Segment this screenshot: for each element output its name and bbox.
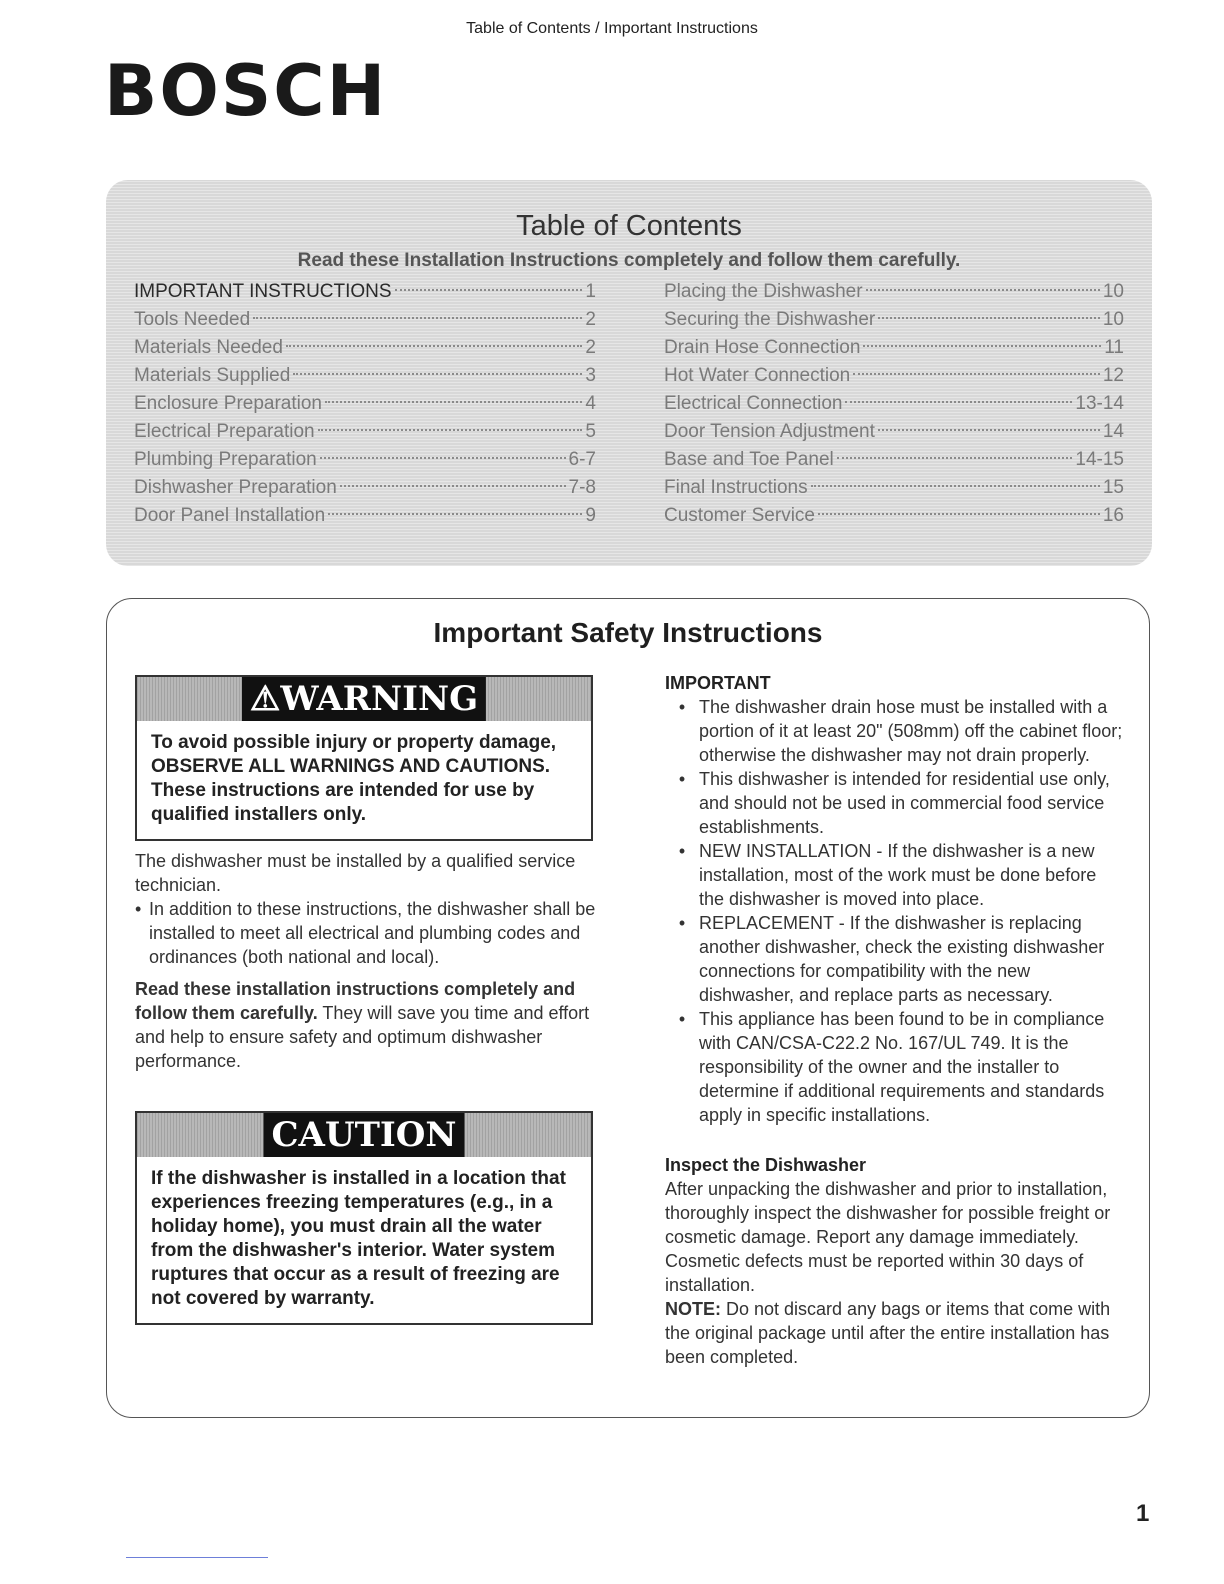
bullet-icon: • bbox=[678, 697, 686, 717]
bullet-icon: • bbox=[678, 769, 686, 789]
list-item bbox=[665, 911, 1125, 1007]
toc-entry bbox=[664, 278, 1124, 306]
toc-entry-label: Drain Hose Connection bbox=[664, 337, 861, 358]
toc-entry bbox=[664, 502, 1124, 530]
toc-entry-page: 2 bbox=[585, 309, 596, 330]
important-heading: IMPORTANT bbox=[665, 673, 771, 693]
toc-entry-label: Door Tension Adjustment bbox=[664, 421, 875, 442]
toc-leader bbox=[811, 485, 1100, 487]
list-item bbox=[665, 767, 1125, 839]
toc-entry-page: 3 bbox=[585, 365, 596, 386]
toc-leader bbox=[293, 373, 582, 375]
page-number: 1 bbox=[1136, 1500, 1150, 1527]
toc-entry-page: 9 bbox=[585, 505, 596, 526]
note-label: NOTE: bbox=[665, 1299, 721, 1319]
footer-divider bbox=[126, 1557, 268, 1558]
toc-leader bbox=[325, 401, 582, 403]
toc-leader bbox=[845, 401, 1072, 403]
toc-right-column bbox=[664, 278, 1124, 530]
toc-entry-label: Electrical Connection bbox=[664, 393, 843, 414]
warning-text: To avoid possible injury or property damage, OBSERVE ALL WARNINGS AND CAUTIONS. These instructions are intended for use by qualified installers only. bbox=[151, 732, 557, 825]
caution-text: If the dishwasher is installed in a location that experiences freezing temperatures (e.g., in a holiday home), you must drain all the water from the dishwasher's interior. Water system ruptures that occur as a result of freezing are not covered by warranty. bbox=[151, 1168, 566, 1309]
toc-entry-label: Customer Service bbox=[664, 505, 815, 526]
toc-entry-label: Electrical Preparation bbox=[134, 421, 315, 442]
read-instructions-text bbox=[135, 977, 597, 1073]
table-of-contents bbox=[106, 180, 1152, 566]
toc-entry bbox=[134, 278, 596, 306]
warning-label: ⚠WARNING bbox=[242, 677, 486, 721]
read-instructions-bold: Read these installation instructions completely and follow them carefully. bbox=[135, 979, 576, 1023]
bullet-icon: • bbox=[678, 913, 686, 933]
toc-entry bbox=[664, 446, 1124, 474]
bosch-logo: BOSCH bbox=[104, 50, 388, 132]
toc-entry-page: 12 bbox=[1102, 365, 1124, 386]
caution-box bbox=[135, 1111, 593, 1325]
toc-entry-label: Final Instructions bbox=[664, 477, 808, 498]
toc-entry-label: Enclosure Preparation bbox=[134, 393, 322, 414]
toc-leader bbox=[866, 289, 1100, 291]
toc-leader bbox=[837, 457, 1073, 459]
toc-entry bbox=[664, 362, 1124, 390]
toc-leader bbox=[878, 429, 1100, 431]
toc-entry-page: 15 bbox=[1102, 477, 1124, 498]
toc-entry bbox=[664, 306, 1124, 334]
toc-entry-label: Door Panel Installation bbox=[134, 505, 326, 526]
list-item bbox=[665, 695, 1125, 767]
toc-entry bbox=[134, 390, 596, 418]
toc-entry-page: 2 bbox=[585, 337, 596, 358]
toc-entry-page: 13-14 bbox=[1075, 393, 1124, 414]
toc-entry bbox=[134, 446, 596, 474]
toc-entry-page: 10 bbox=[1102, 309, 1124, 330]
bullet-icon: • bbox=[678, 1009, 686, 1029]
list-item-text: This dishwasher is intended for residential use only, and should not be used in commercial food service establishments. bbox=[699, 769, 1110, 837]
codes-text: In addition to these instructions, the dishwasher shall be installed to meet all electrical and plumbing codes and ordinances (both national and local). bbox=[149, 899, 596, 967]
toc-entry-label: Materials Supplied bbox=[134, 365, 291, 386]
bullet-icon: • bbox=[678, 841, 686, 861]
toc-leader bbox=[320, 457, 566, 459]
warning-header bbox=[137, 677, 591, 721]
list-item-text: REPLACEMENT - If the dishwasher is replacing another dishwasher, check the existing dishwasher connections for compatibility with the new dishwasher, and replace parts as necessary. bbox=[699, 913, 1105, 1005]
safety-title: Important Safety Instructions bbox=[433, 617, 823, 648]
toc-entry bbox=[134, 306, 596, 334]
toc-entry-page: 11 bbox=[1104, 337, 1124, 358]
caution-label: CAUTION bbox=[264, 1113, 465, 1157]
read-instructions-rest: They will save you time and effort and help to ensure safety and optimum dishwasher performance. bbox=[135, 1003, 590, 1071]
toc-left-column bbox=[134, 278, 596, 530]
toc-entry-label: Securing the Dishwasher bbox=[664, 309, 876, 330]
toc-leader bbox=[818, 513, 1100, 515]
toc-entry-label: Plumbing Preparation bbox=[134, 449, 317, 470]
toc-entry-page: 14-15 bbox=[1075, 449, 1124, 470]
caution-header bbox=[137, 1113, 591, 1157]
toc-entry-page: 1 bbox=[585, 281, 596, 302]
warning-box bbox=[135, 675, 593, 841]
list-item bbox=[135, 897, 597, 969]
toc-entry bbox=[664, 390, 1124, 418]
toc-subtitle: Read these Installation Instructions completely and follow them carefully. bbox=[297, 250, 961, 271]
toc-entry bbox=[134, 418, 596, 446]
toc-leader bbox=[853, 373, 1100, 375]
toc-leader bbox=[286, 345, 583, 347]
toc-leader bbox=[395, 289, 583, 291]
toc-leader bbox=[863, 345, 1101, 347]
toc-entry-page: 4 bbox=[585, 393, 596, 414]
list-item-text: This appliance has been found to be in compliance with CAN/CSA-C22.2 No. 167/UL 749. It is the responsibility of the owner and the installer to determine if additional requirements and standards apply in specific installations. bbox=[699, 1009, 1105, 1125]
list-item-text: NEW INSTALLATION - If the dishwasher is a new installation, most of the work must be done before the dishwasher is moved into place. bbox=[699, 841, 1097, 909]
bullet-icon: • bbox=[135, 899, 142, 919]
toc-entry-page: 14 bbox=[1102, 421, 1124, 442]
inspect-heading: Inspect the Dishwasher bbox=[665, 1155, 867, 1175]
toc-entry-label: Base and Toe Panel bbox=[664, 449, 834, 470]
toc-entry-label: Dishwasher Preparation bbox=[134, 477, 337, 498]
toc-leader bbox=[878, 317, 1100, 319]
toc-entry-label: Tools Needed bbox=[134, 309, 251, 330]
note-paragraph bbox=[665, 1297, 1125, 1369]
toc-entry-page: 10 bbox=[1102, 281, 1124, 302]
right-body-text bbox=[665, 671, 1125, 1369]
safety-instructions-panel bbox=[106, 598, 1150, 1418]
toc-entry-label: IMPORTANT INSTRUCTIONS bbox=[134, 281, 392, 302]
list-item-text: The dishwasher drain hose must be installed with a portion of it at least 20" (508mm) off the cabinet floor; otherwise the dishwasher may not drain properly. bbox=[699, 697, 1123, 765]
page-header-title: Table of Contents / Important Instructions bbox=[466, 20, 758, 37]
toc-entry bbox=[134, 362, 596, 390]
toc-entry bbox=[134, 334, 596, 362]
toc-leader bbox=[328, 513, 582, 515]
note-text: Do not discard any bags or items that come with the original package until after the entire installation has been completed. bbox=[665, 1299, 1111, 1367]
left-body-text bbox=[135, 849, 597, 1073]
toc-entry-page: 6-7 bbox=[568, 449, 596, 470]
toc-entry-page: 7-8 bbox=[568, 477, 596, 498]
qualified-technician-text: The dishwasher must be installed by a qualified service technician. bbox=[135, 851, 576, 895]
list-item bbox=[665, 1007, 1125, 1127]
important-list bbox=[665, 695, 1125, 1127]
toc-entry-label: Materials Needed bbox=[134, 337, 283, 358]
toc-entry-page: 5 bbox=[585, 421, 596, 442]
toc-leader bbox=[340, 485, 566, 487]
toc-entry-label: Hot Water Connection bbox=[664, 365, 851, 386]
toc-leader bbox=[318, 429, 583, 431]
toc-entry-page: 16 bbox=[1102, 505, 1124, 526]
list-item bbox=[665, 839, 1125, 911]
toc-entry bbox=[664, 334, 1124, 362]
toc-entry-label: Placing the Dishwasher bbox=[664, 281, 863, 302]
toc-entry bbox=[664, 418, 1124, 446]
toc-entry bbox=[664, 474, 1124, 502]
toc-leader bbox=[253, 317, 582, 319]
toc-entry bbox=[134, 474, 596, 502]
toc-entry bbox=[134, 502, 596, 530]
toc-title: Table of Contents bbox=[516, 210, 742, 242]
inspect-text: After unpacking the dishwasher and prior to installation, thoroughly inspect the dishwasher for possible freight or cosmetic damage. Report any damage immediately. Cosmetic defects must be reported within 30 days of installation. bbox=[665, 1179, 1111, 1295]
